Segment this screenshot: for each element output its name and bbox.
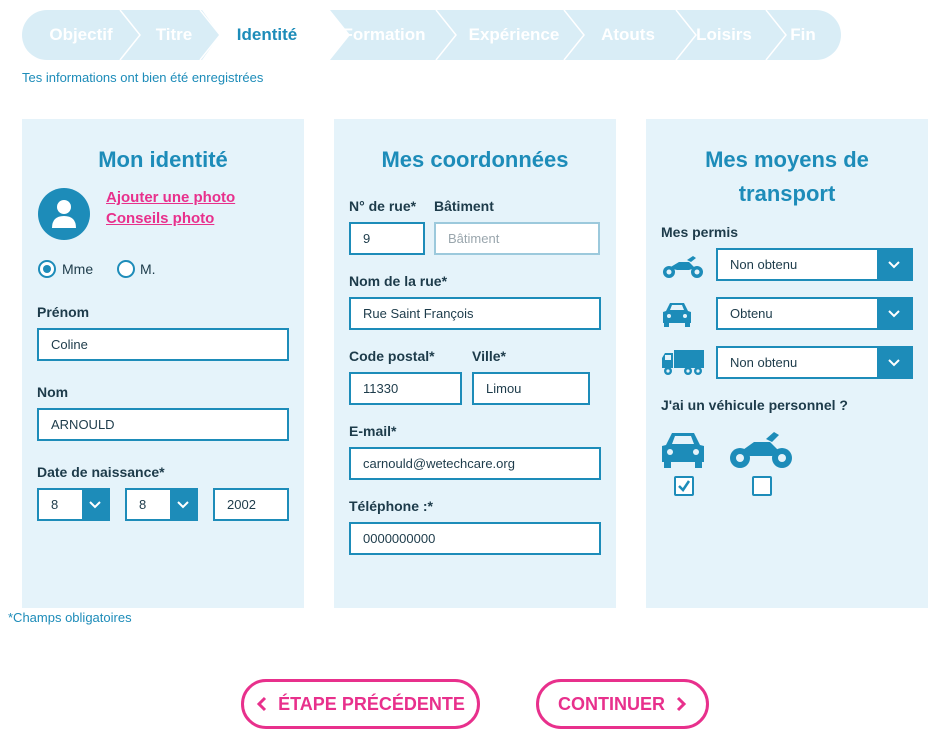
city-input[interactable]	[472, 372, 590, 405]
civility-m-radio[interactable]	[117, 260, 135, 278]
car-icon[interactable]	[660, 430, 706, 470]
previous-step-button[interactable]	[241, 679, 480, 729]
vehicle-motorcycle-checkbox[interactable]	[752, 476, 772, 496]
chevron-down-icon	[170, 490, 196, 519]
chevron-down-icon	[82, 490, 108, 519]
birth-day-value: 8	[51, 497, 59, 512]
step-identite[interactable]: Identité	[236, 25, 298, 44]
step-atouts[interactable]: Atouts	[601, 25, 655, 44]
birthdate-label: Date de naissance*	[37, 464, 165, 480]
birth-year-input[interactable]	[213, 488, 289, 521]
city-label: Ville*	[472, 348, 506, 364]
photo-tips-link[interactable]: Conseils photo	[106, 210, 215, 227]
chevron-down-icon	[877, 299, 911, 328]
truck-icon	[660, 348, 706, 378]
step-experience[interactable]: Expérience	[468, 25, 560, 44]
avatar-icon[interactable]	[38, 188, 90, 240]
chevron-down-icon	[877, 348, 911, 377]
email-label: E-mail*	[349, 423, 397, 439]
permit-car-select[interactable]	[716, 297, 913, 330]
contact-title: Mes coordonnées	[381, 147, 569, 172]
building-input[interactable]	[434, 222, 600, 255]
permit-motorcycle-value: Non obtenu	[730, 257, 798, 272]
vehicle-car-checkbox[interactable]	[674, 476, 694, 496]
continue-button[interactable]	[536, 679, 709, 729]
street-input[interactable]	[349, 297, 601, 330]
transport-panel	[646, 119, 928, 608]
identity-title: Mon identité	[98, 147, 228, 172]
prenom-label: Prénom	[37, 304, 90, 320]
identity-panel	[22, 119, 304, 608]
building-label: Bâtiment	[434, 198, 494, 214]
motorcycle-icon	[661, 254, 705, 280]
step-formation[interactable]: Formation	[342, 25, 426, 44]
vehicle-question: J'ai un véhicule personnel ?	[661, 397, 848, 413]
chevron-right-icon	[675, 696, 687, 712]
required-fields-note: *Champs obligatoires	[8, 610, 132, 625]
nom-label: Nom	[37, 384, 69, 400]
permit-truck-select[interactable]	[716, 346, 913, 379]
street-no-input[interactable]	[349, 222, 425, 255]
saved-confirmation: Tes informations ont bien été enregistrées	[22, 70, 264, 85]
step-fin[interactable]: Fin	[790, 25, 816, 44]
birth-month-value: 8	[139, 497, 147, 512]
civility-mme-label: Mme	[62, 261, 94, 277]
email-input[interactable]	[349, 447, 601, 480]
street-no-label: N° de rue*	[349, 198, 417, 214]
add-photo-link[interactable]: Ajouter une photo	[106, 189, 236, 206]
checkmark-icon	[676, 478, 692, 494]
permit-truck-value: Non obtenu	[730, 355, 798, 370]
permits-label: Mes permis	[661, 224, 739, 240]
permit-motorcycle-select[interactable]	[716, 248, 913, 281]
street-label: Nom de la rue*	[349, 273, 448, 289]
phone-input[interactable]	[349, 522, 601, 555]
permit-car-value: Obtenu	[730, 306, 773, 321]
phone-label: Téléphone :*	[349, 498, 434, 514]
chevron-down-icon	[877, 250, 911, 279]
step-titre[interactable]: Titre	[155, 25, 193, 44]
motorcycle-icon[interactable]	[728, 430, 794, 470]
civility-m-label: M.	[140, 261, 156, 277]
prenom-input[interactable]	[37, 328, 289, 361]
previous-step-label: ÉTAPE PRÉCÉDENTE	[278, 693, 465, 714]
birth-month-select[interactable]	[125, 488, 198, 521]
transport-title-line1: Mes moyens de	[705, 147, 869, 172]
continue-label: CONTINUER	[558, 693, 665, 714]
nom-input[interactable]	[37, 408, 289, 441]
step-loisirs[interactable]: Loisirs	[696, 25, 752, 44]
chevron-left-icon	[256, 696, 268, 712]
progress-stepper	[22, 10, 841, 60]
transport-title-line2: transport	[738, 181, 836, 206]
postal-input[interactable]	[349, 372, 462, 405]
car-icon	[661, 301, 693, 329]
birth-day-select[interactable]	[37, 488, 110, 521]
postal-label: Code postal*	[349, 348, 435, 364]
contact-panel	[334, 119, 616, 608]
step-objectif[interactable]: Objectif	[49, 25, 113, 44]
step-separator	[434, 10, 458, 60]
civility-mme-radio[interactable]	[38, 260, 56, 278]
